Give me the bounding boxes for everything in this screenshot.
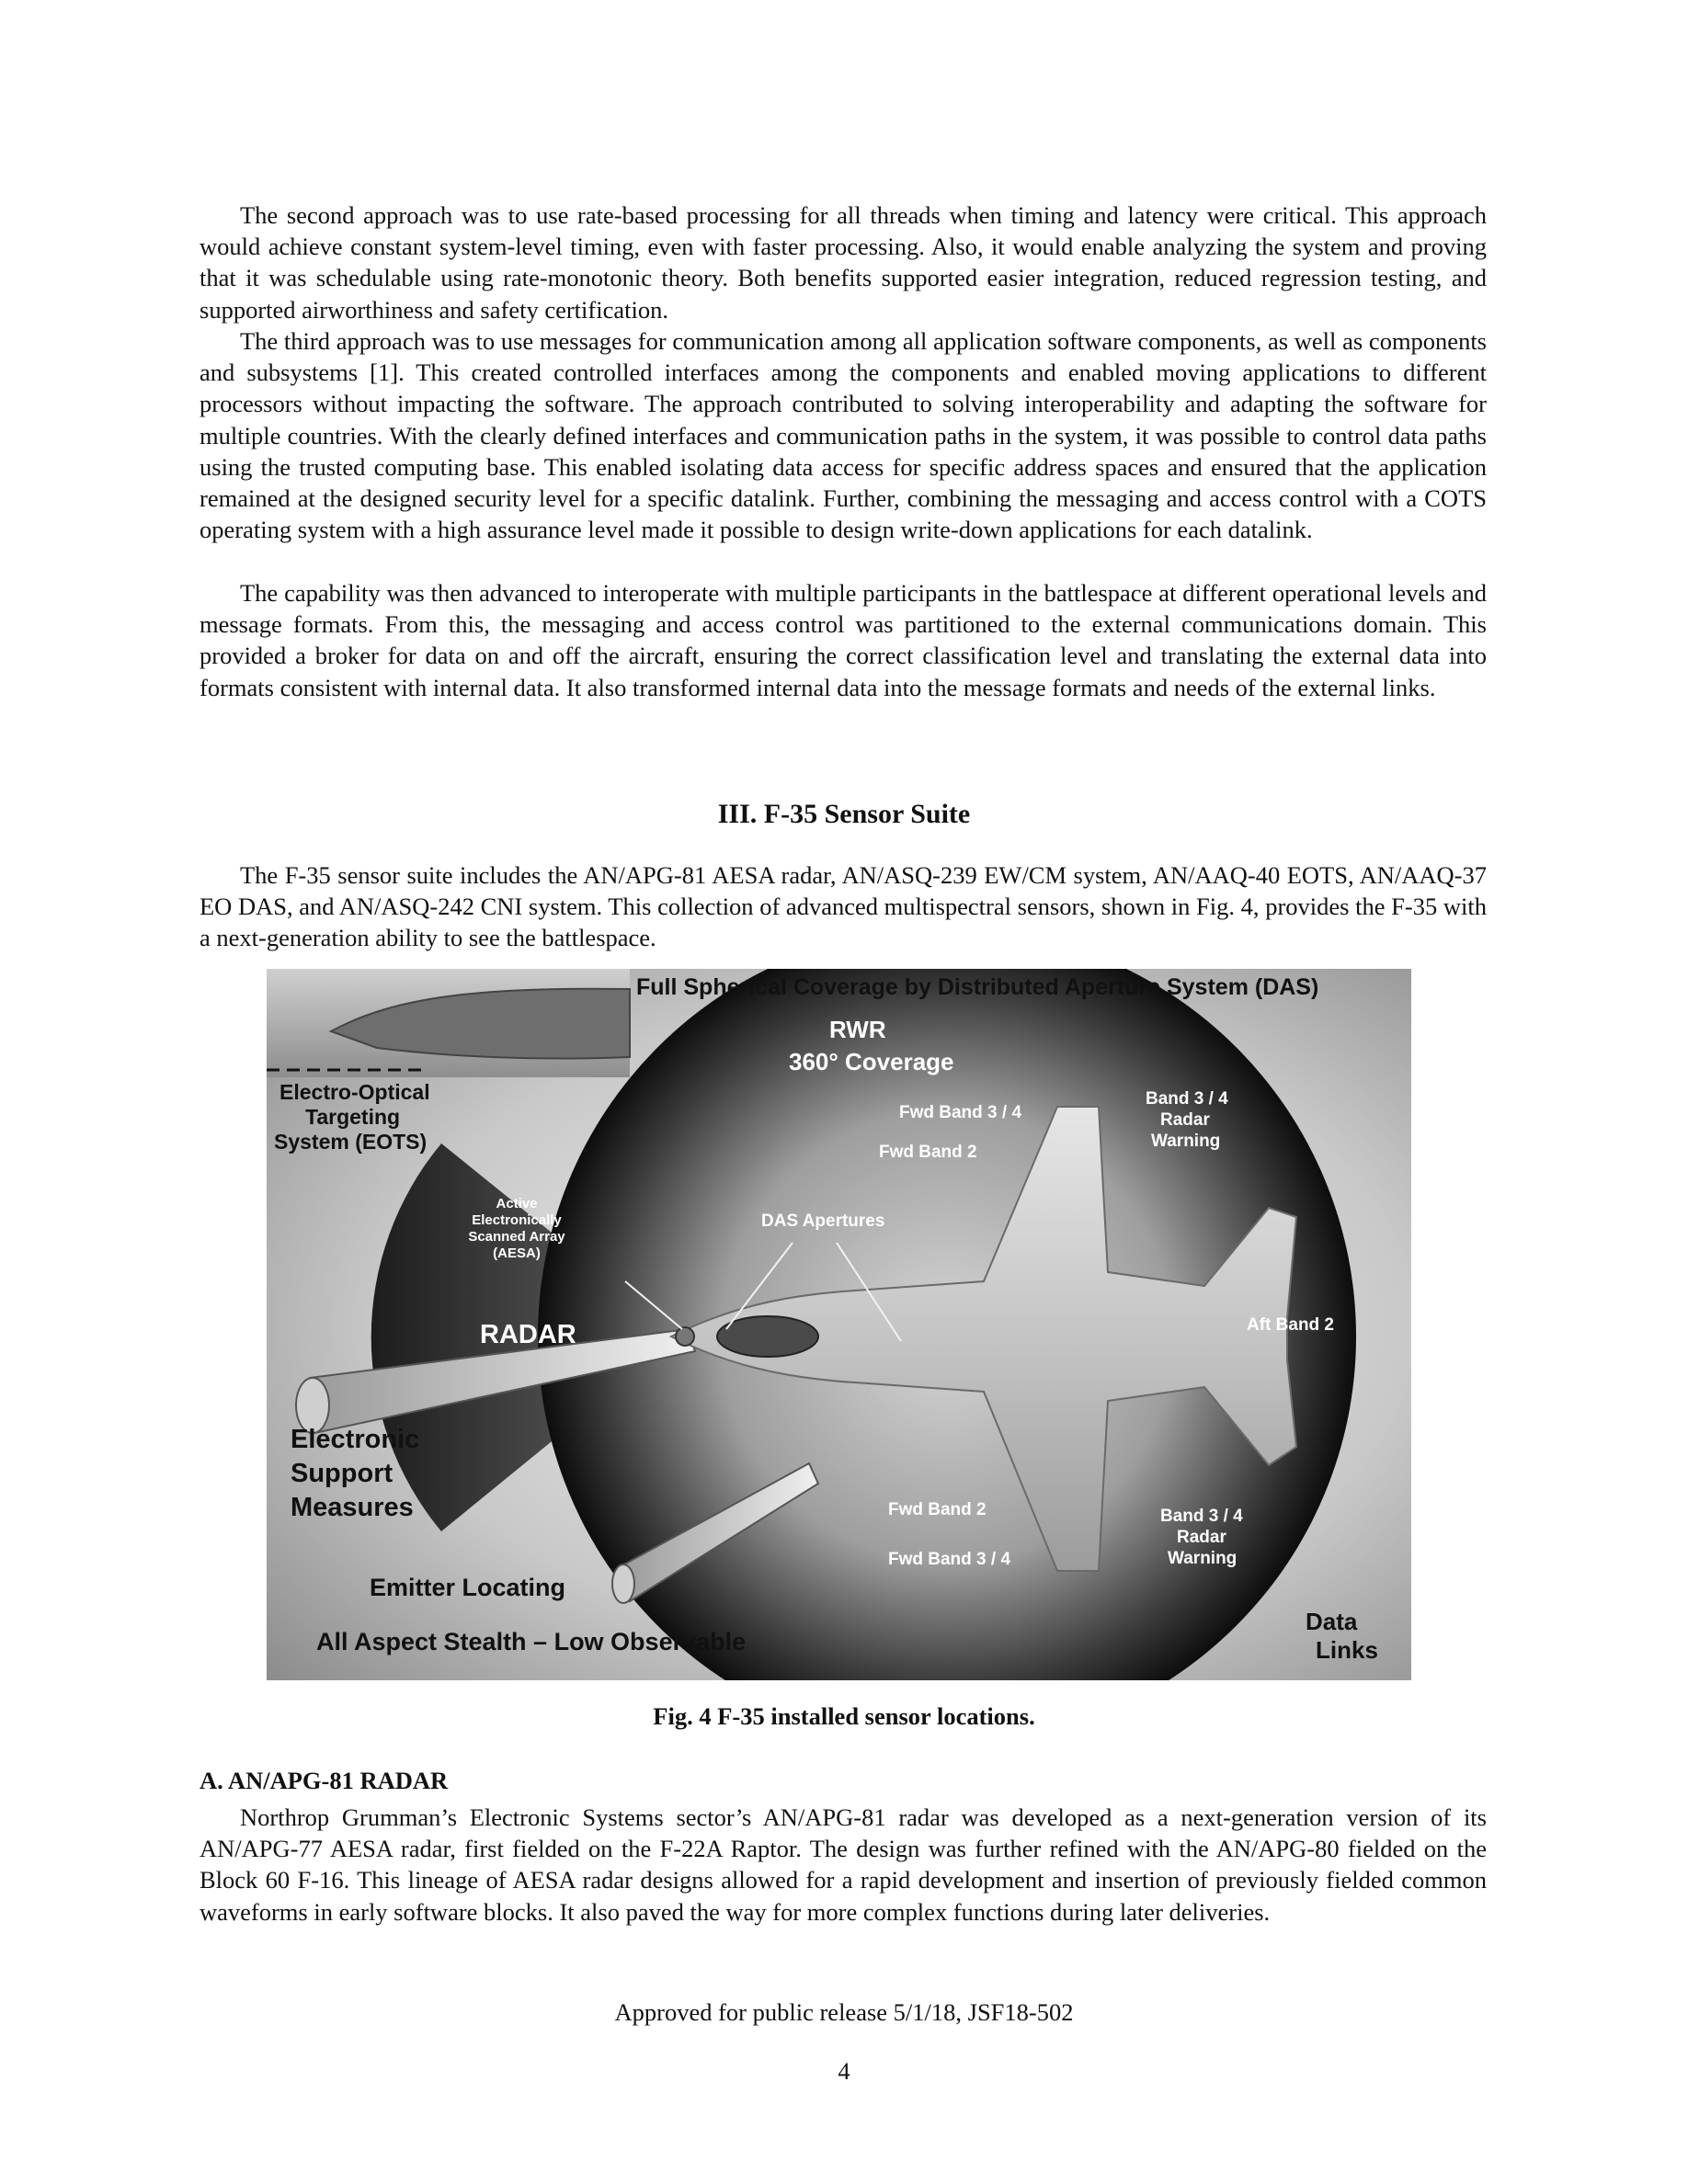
aesa-label-4: (AESA) [493,1246,541,1261]
aesa-label-3: Scanned Array [468,1229,565,1245]
eots-label-2: Targeting [305,1105,401,1129]
esm-label-2: Support [291,1459,393,1488]
aesa-label-2: Electronically [472,1212,562,1228]
band34-bottom-label-1: Band 3 / 4 [1160,1507,1243,1526]
fwd-band-34-bottom-label: Fwd Band 3 / 4 [888,1550,1011,1569]
coverage-label: 360° Coverage [789,1048,954,1075]
page-number: 4 [838,2057,850,2085]
esm-label-3: Measures [291,1493,414,1522]
stealth-label: All Aspect Stealth – Low Observable [316,1628,747,1655]
footer-approval-notice: Approved for public release 5/1/18, JSF18-502 [614,1998,1074,2026]
figure-sensor-locations [267,969,1411,1680]
figure-caption: Fig. 4 F-35 installed sensor locations. [653,1702,1035,1730]
band34-bottom-label-2: Radar [1177,1528,1226,1547]
body-paragraph-4: The F-35 sensor suite includes the AN/APG-81 AESA radar, AN/ASQ-239 EW/CM system, AN/AAQ-40 EOTS, AN/AAQ-37 EO DAS, and AN/ASQ-242 CNI system. This collection of advanced multispectral sensors, shown in Fig. 4, provides the F-35 with a next-generation ability to see the battlespace. [200,861,1487,952]
fwd-band-2-bottom-label: Fwd Band 2 [888,1500,987,1519]
aesa-array [676,1327,694,1346]
fwd-band-34-top-label: Fwd Band 3 / 4 [899,1103,1022,1122]
band34-top-label-1: Band 3 / 4 [1146,1089,1228,1109]
eots-label-3: System (EOTS) [274,1130,428,1154]
aesa-label-1: Active [496,1196,538,1211]
das-apertures-label: DAS Apertures [761,1211,885,1231]
esm-label-1: Electronic [291,1425,420,1454]
data-links-label-1: Data [1306,1608,1358,1635]
rwr-label: RWR [829,1016,886,1043]
emitter-beam-end [612,1564,634,1603]
body-paragraph-2: The third approach was to use messages for communication among all application software components, as well as components and subsystems [1]. This created controlled interfaces among the components and enabled moving applications to different processors without impacting the software. The approach contributed to solving interoperability and adapting the software for multiple countries. With the clearly defined interfaces and communication paths in the system, it was possible to control data paths using the trusted computing base. This enabled isolating data access for specific address spaces and ensured that the application remained at the designed security level for a specific datalink. Further, combining the messaging and access control with a COTS operating system with a high assurance level made it possible to design write-down applications for each datalink. [200,327,1487,544]
radar-label: RADAR [480,1320,576,1349]
band34-bottom-label-3: Warning [1168,1549,1237,1568]
band34-top-label-3: Warning [1151,1132,1221,1151]
section-heading: III. F-35 Sensor Suite [717,799,971,829]
body-paragraph-1: The second approach was to use rate-based processing for all threads when timing and latency were critical. This approach would achieve constant system-level timing, even with faster processing. Also, it would enable analyzing the system and proving that it was schedulable using rate-monotonic theory. Both benefits supported easier integration, reduced regression testing, and supported airworthiness and safety certification. [200,201,1487,324]
data-links-label-2: Links [1316,1636,1378,1664]
eots-label-1: Electro-Optical [279,1080,430,1104]
subsection-heading: A. AN/APG-81 RADAR [200,1767,449,1794]
body-paragraph-5: Northrop Grumman’s Electronic Systems sector’s AN/APG-81 radar was developed as a next-generation version of its AN/APG-77 AESA radar, first fielded on the F-22A Raptor. The design was further refined with the AN/APG-80 fielded on the Block 60 F-16. This lineage of AESA radar designs allowed for a rapid development and insertion of previously fielded common waveforms in early software blocks. It also paved the way for more complex functions during later deliveries. [200,1803,1487,1926]
body-paragraph-3: The capability was then advanced to interoperate with multiple participants in the battlespace at different operational levels and message formats. From this, the messaging and access control was partitioned to the external communications domain. This provided a broker for data on and off the aircraft, ensuring the correct classification level and translating the external data into formats consistent with internal data. It also transformed internal data into the message formats and needs of the external links. [200,579,1487,701]
fwd-band-2-top-label: Fwd Band 2 [879,1143,977,1162]
band34-top-label-2: Radar [1160,1110,1210,1130]
figure-title: Full Spherical Coverage by Distributed Aperture System (DAS) [636,974,1319,1000]
emitter-locating-label: Emitter Locating [370,1574,566,1601]
aft-band-2-label: Aft Band 2 [1247,1315,1334,1335]
